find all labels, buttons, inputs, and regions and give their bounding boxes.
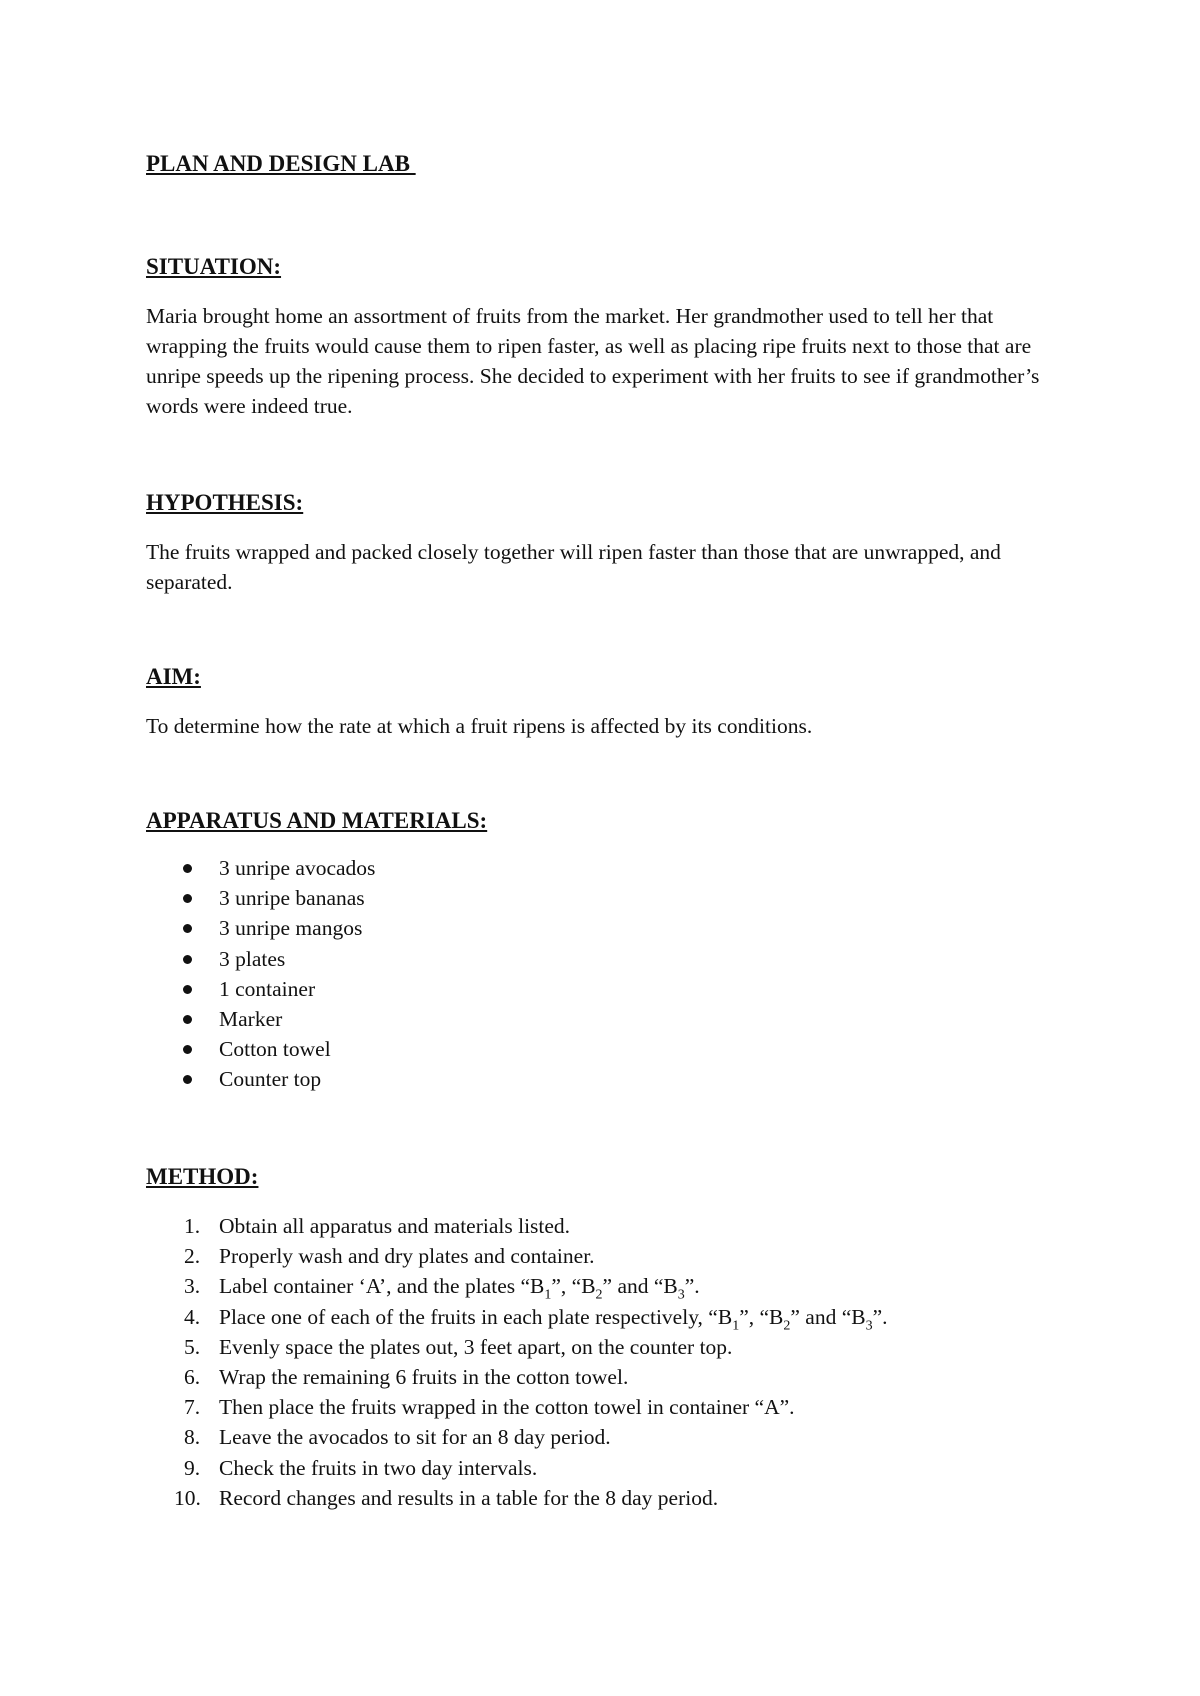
aim-heading: AIM: [146,664,201,689]
list-item: 3 unripe mangos [146,913,375,943]
list-item: 9. Check the fruits in two day intervals. [184,1455,538,1480]
method-heading: METHOD: [146,1164,259,1189]
method-list [146,1211,888,1513]
list-item: 7. Then place the fruits wrapped in the cotton towel in container “A”. [184,1395,795,1420]
bullet-icon [183,1075,192,1084]
situation-heading: SITUATION: [146,254,282,279]
apparatus-list [146,853,375,1095]
hypothesis-heading: HYPOTHESIS: [146,490,304,515]
list-item: 5. Evenly space the plates out, 3 feet apart, on the counter top. [184,1334,733,1359]
list-item: 3 unripe bananas [146,883,375,913]
aim-text: To determine how the rate at which a fruit ripens is affected by its conditions. [146,714,813,738]
hypothesis-text: The fruits wrapped and packed closely together will ripen faster than those that are unwrapped, and separated. [146,540,1001,594]
apparatus-heading: APPARATUS AND MATERIALS: [146,808,488,833]
list-item: 8. Leave the avocados to sit for an 8 day period. [184,1425,611,1450]
list-item: 4. Place one of each of the fruits in each plate respectively, “$B_1$”, “$B_2$” and “$B_3$”. [184,1304,888,1333]
list-item: 1. Obtain all apparatus and materials listed. [184,1214,571,1238]
list-item: 3. Label container ‘A’, and the plates “$B_1$”, “$B_2$” and “$B_3$”. [184,1274,700,1303]
bullet-icon [183,955,192,964]
list-item: 10. Record changes and results in a table for the 8 day period. [174,1485,719,1510]
bullet-icon [183,1045,192,1054]
bullet-icon [183,1015,192,1024]
list-item: 3 plates [146,944,375,974]
list-item: 1 container [146,974,375,1004]
bullet-icon [183,864,192,873]
page-title: PLAN AND DESIGN LAB [146,151,416,176]
list-item: Cotton towel [146,1034,375,1064]
bullet-icon [183,894,192,903]
situation-text: Maria brought home an assortment of fruits from the market. Her grandmother used to tell her that wrapping the fruits would cause them to ripen faster, as well as placing ripe fruits next to those that are unripe speeds up the ripening process. She decided to experiment with her fruits to see if grandmother’s words were indeed true. [146,304,1040,418]
list-item: 6. Wrap the remaining 6 fruits in the cotton towel. [184,1364,629,1389]
list-item: 3 unripe avocados [146,853,375,883]
bullet-icon [183,924,192,933]
list-item: Marker [146,1004,375,1034]
list-item: Counter top [146,1064,375,1094]
bullet-icon [183,985,192,994]
list-item: 2. Properly wash and dry plates and container. [184,1244,595,1269]
